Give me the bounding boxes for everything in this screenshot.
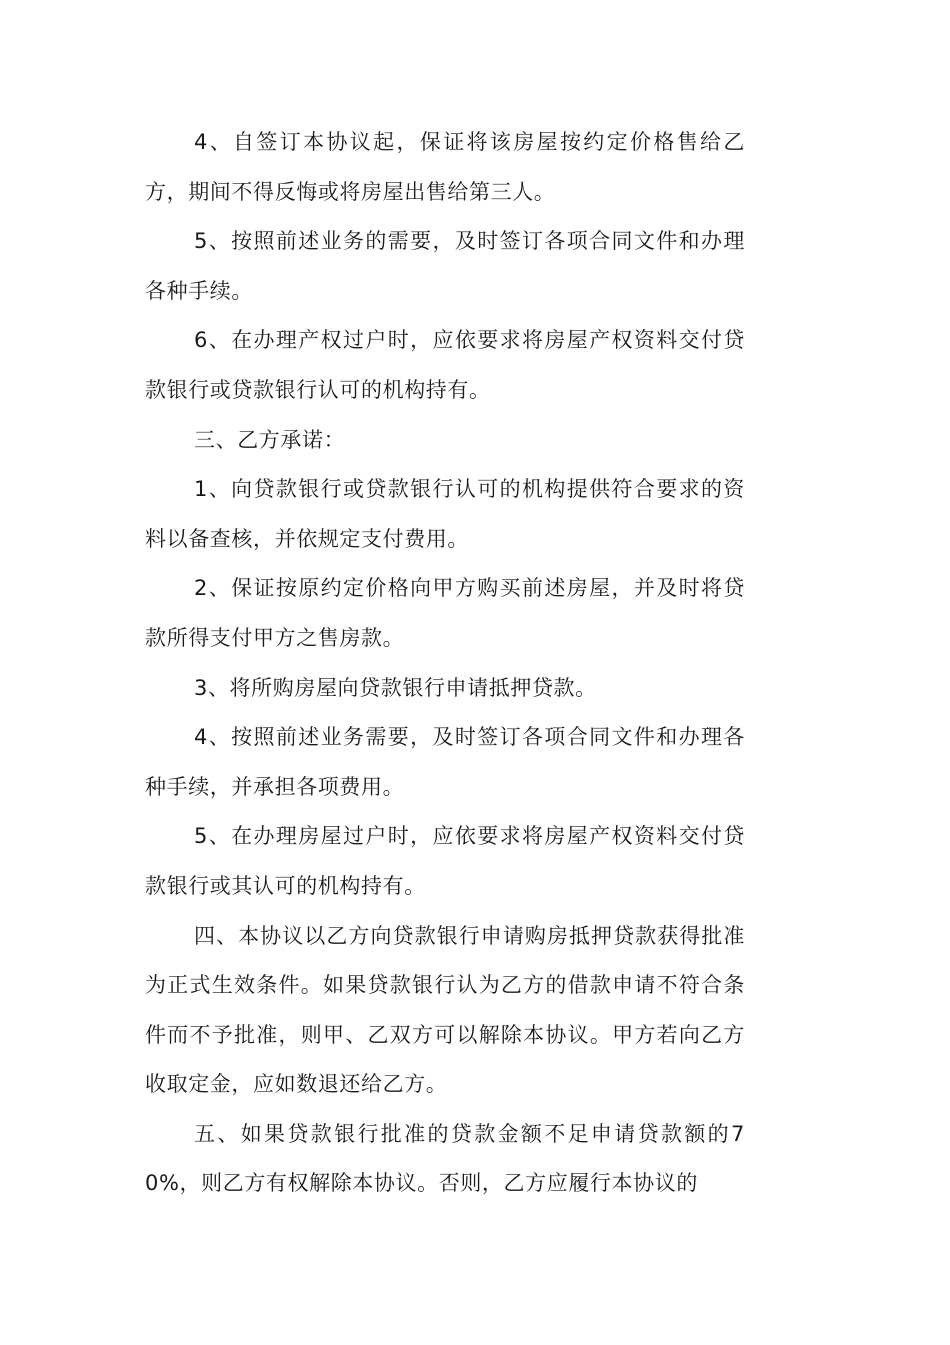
paragraph-seller-item-6: 6、在办理产权过户时，应依要求将房屋产权资料交付贷款银行或贷款银行认可的机构持有。 bbox=[145, 328, 745, 402]
document-body bbox=[145, 118, 745, 1209]
paragraph-buyer-item-5: 5、在办理房屋过户时，应依要求将房屋产权资料交付贷款银行或其认可的机构持有。 bbox=[145, 824, 745, 898]
paragraph-buyer-item-1: 1、向贷款银行或贷款银行认可的机构提供符合要求的资料以备查核，并依规定支付费用。 bbox=[145, 477, 745, 551]
paragraph-buyer-item-2: 2、保证按原约定价格向甲方购买前述房屋，并及时将贷款所得支付甲方之售房款。 bbox=[145, 576, 745, 650]
paragraph-section-5: 五、如果贷款银行批准的贷款金额不足申请贷款额的70%，则乙方有权解除本协议。否则，乙方应履行本协议的 bbox=[145, 1121, 745, 1196]
section-heading-buyer-commitments: 三、乙方承诺： bbox=[194, 427, 346, 452]
paragraph-seller-item-4: 4、自签订本协议起，保证将该房屋按约定价格售给乙方，期间不得反悔或将房屋出售给第三人。 bbox=[145, 130, 745, 204]
paragraph-buyer-item-3: 3、将所购房屋向贷款银行申请抵押贷款。 bbox=[194, 675, 597, 700]
paragraph-section-4: 四、本协议以乙方向贷款银行申请购房抵押贷款获得批准为正式生效条件。如果贷款银行认为乙方的借款申请不符合条件而不予批准，则甲、乙双方可以解除本协议。甲方若向乙方收取定金，应如数退还给乙方。 bbox=[145, 923, 745, 1097]
paragraph-buyer-item-4: 4、按照前述业务需要，及时签订各项合同文件和办理各种手续，并承担各项费用。 bbox=[145, 725, 745, 799]
paragraph-seller-item-5: 5、按照前述业务的需要，及时签订各项合同文件和办理各种手续。 bbox=[145, 229, 745, 303]
